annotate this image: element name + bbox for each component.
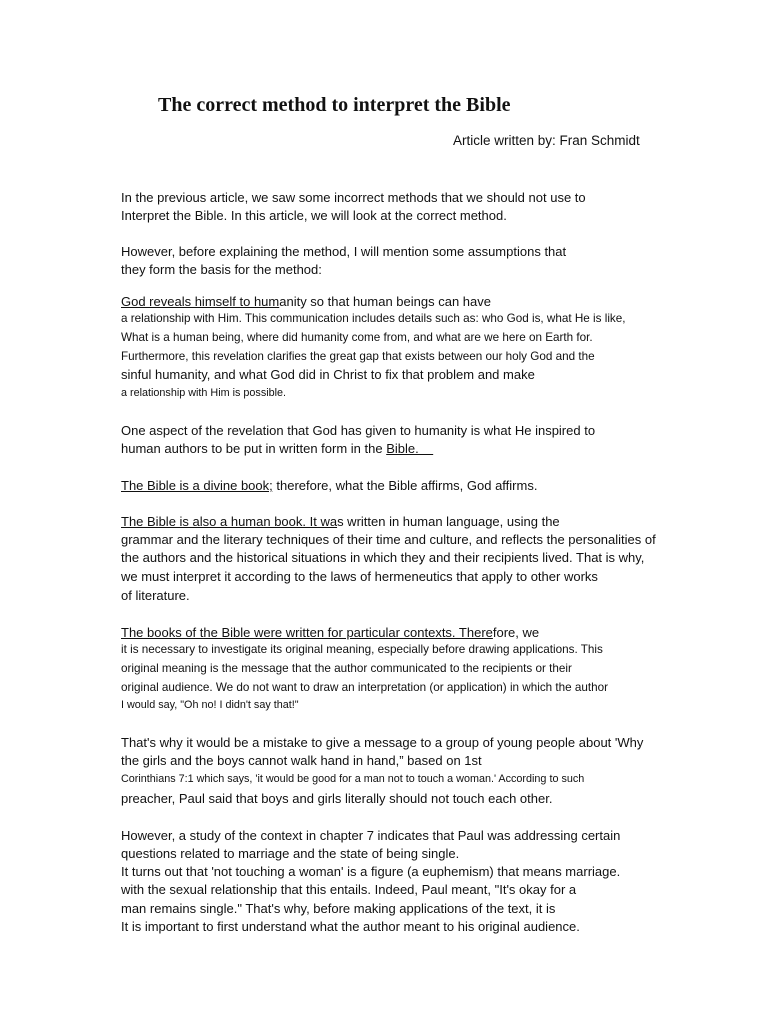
p1-line-1: In the previous article, we saw some incorrect methods that we should not use to: [121, 190, 586, 205]
p4-line-2: [121, 440, 433, 458]
p6-line-3: the authors and the historical situations in which they and their recipients lived. That is why,: [121, 550, 645, 565]
p3-line-2: a relationship with Him. This communication includes details such as: who God is, what He is like,: [121, 312, 626, 325]
p6-line-2: grammar and the literary techniques of their time and culture, and reflects the personalities of: [121, 532, 656, 547]
p9-line-5: man remains single." That's why, before making applications of the text, it is: [121, 901, 556, 916]
p7-lead-line: [121, 624, 539, 642]
p3-line-3: What is a human being, where did humanity come from, and what are we here on Earth for.: [121, 331, 593, 344]
p6-line-4: we must interpret it according to the laws of hermeneutics that apply to other works: [121, 569, 598, 584]
p7-line-4: original audience. We do not want to draw an interpretation (or application) in which the author: [121, 681, 609, 694]
p5-rest: therefore, what the Bible affirms, God affirms.: [272, 478, 538, 493]
p5-line: [121, 477, 537, 495]
p9-line-4: with the sexual relationship that this entails. Indeed, Paul meant, "It's okay for a: [121, 882, 577, 897]
p3-line-4: Furthermore, this revelation clarifies the great gap that exists between our holy God and the: [121, 350, 595, 363]
p7-lead-rest: fore, we: [492, 625, 540, 640]
p9-line-2: questions related to marriage and the state of being single.: [121, 846, 460, 861]
p4-line-1: One aspect of the revelation that God has given to humanity is what He inspired to: [121, 423, 596, 438]
p4-line-2-text: human authors to be put in written form in the: [121, 441, 387, 456]
p9-line-3: It turns out that 'not touching a woman' is a figure (a euphemism) that means marriage.: [121, 864, 621, 879]
p3-lead-rest: anity so that human beings can have: [279, 294, 491, 309]
p7-line-5: I would say, "Oh no! I didn't say that!": [121, 699, 299, 711]
p8-line-1: That's why it would be a mistake to give a message to a group of young people about 'Why: [121, 735, 644, 750]
p1-line-2: Interpret the Bible. In this article, we will look at the correct method.: [121, 208, 507, 223]
p2-line-1: However, before explaining the method, I will mention some assumptions that: [121, 244, 567, 259]
p7-underlined-text: The books of the Bible were written for particular contexts. There: [121, 625, 493, 640]
p3-line-5: sinful humanity, and what God did in Christ to fix that problem and make: [121, 367, 535, 382]
author-line: Article written by: Fran Schmidt: [453, 133, 640, 148]
p3-lead-line: [121, 293, 491, 311]
p7-line-3: original meaning is the message that the author communicated to the recipients or their: [121, 662, 572, 675]
p4-bible-underlined: Bible.: [386, 441, 434, 456]
p6-lead-rest: s written in human language, using the: [337, 514, 560, 529]
p2-line-2: they form the basis for the method:: [121, 262, 322, 277]
p8-line-2: the girls and the boys cannot walk hand in hand,” based on 1st: [121, 753, 482, 768]
p6-underlined-text: The Bible is also a human book. It wa: [121, 514, 338, 529]
document-title: The correct method to interpret the Bible: [158, 94, 511, 116]
p5-underlined-text: The Bible is a divine book;: [121, 478, 273, 493]
p7-line-2: it is necessary to investigate its original meaning, especially before drawing applications. This: [121, 643, 603, 656]
p6-lead-line: [121, 513, 560, 531]
p9-line-6: It is important to first understand what the author meant to his original audience.: [121, 919, 580, 934]
p3-line-6: a relationship with Him is possible.: [121, 387, 287, 399]
p8-line-3: Corinthians 7:1 which says, 'it would be good for a man not to touch a woman.' According to such: [121, 773, 585, 785]
p9-line-1: However, a study of the context in chapter 7 indicates that Paul was addressing certain: [121, 828, 621, 843]
p6-line-5: of literature.: [121, 588, 190, 603]
p8-line-4: preacher, Paul said that boys and girls literally should not touch each other.: [121, 791, 553, 806]
p3-underlined-text: God reveals himself to hum: [121, 294, 280, 309]
